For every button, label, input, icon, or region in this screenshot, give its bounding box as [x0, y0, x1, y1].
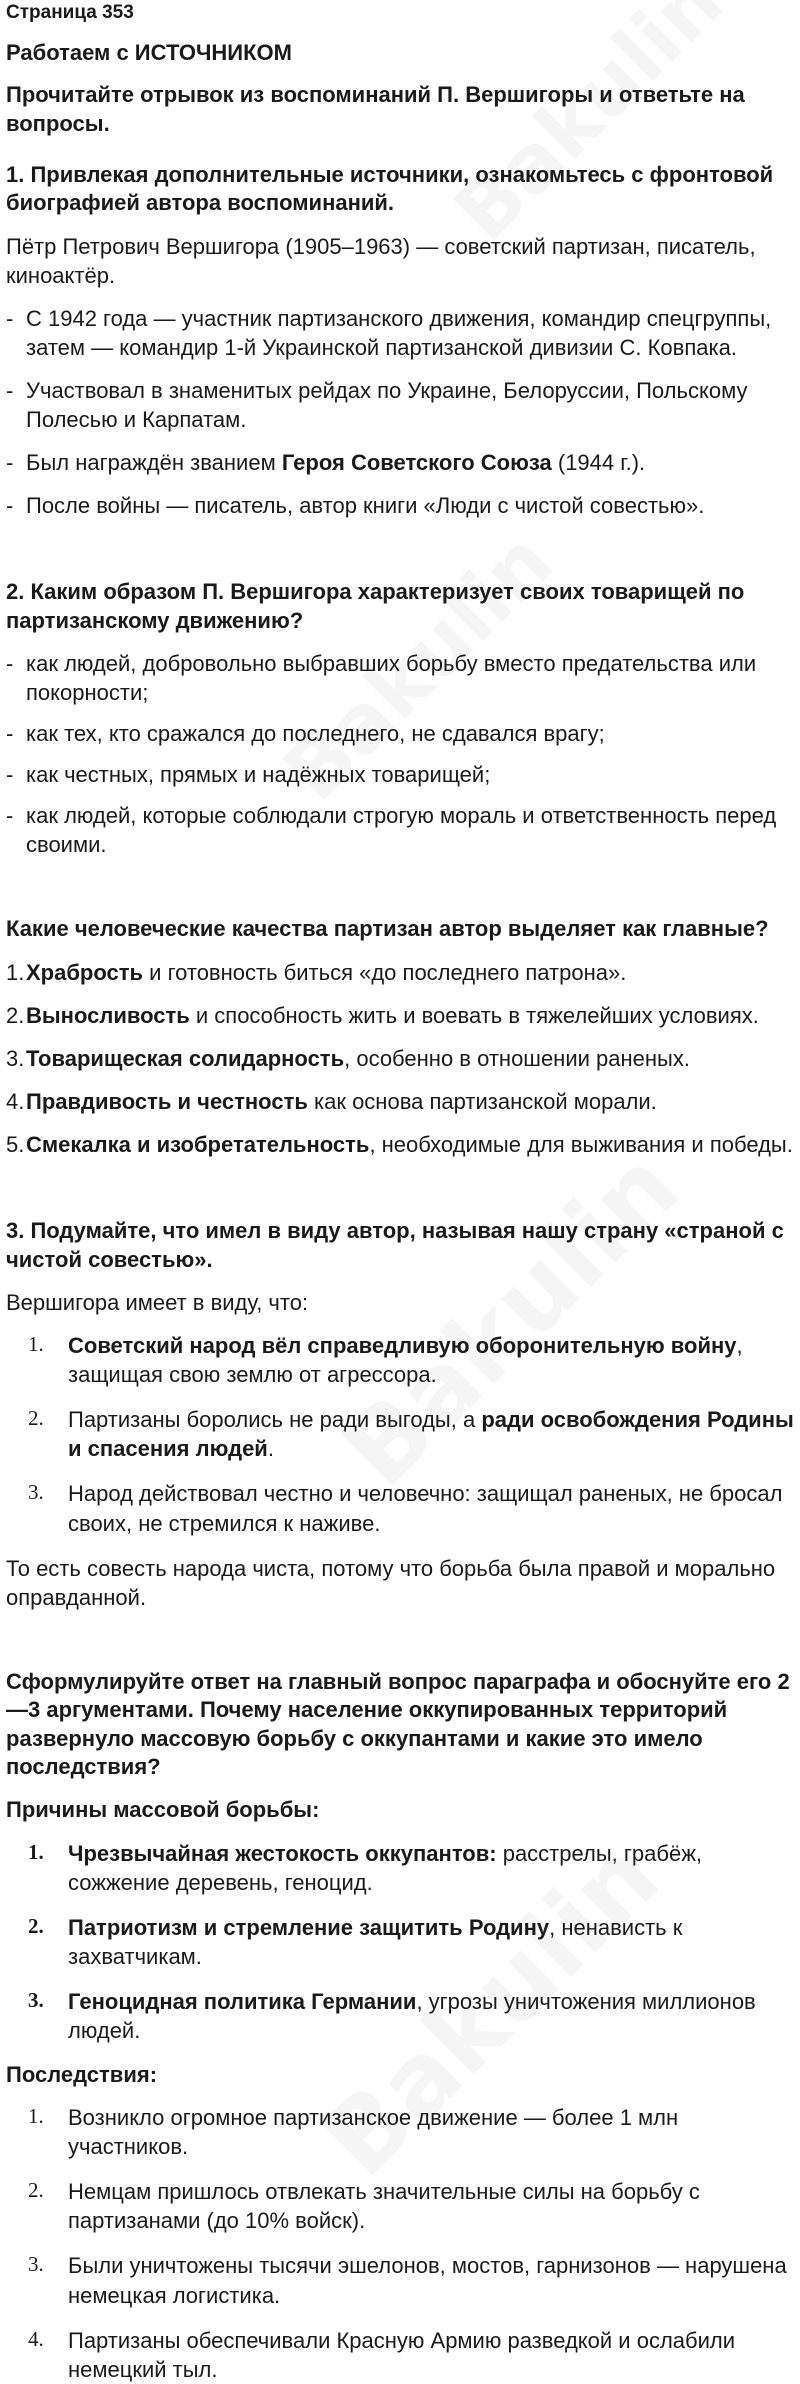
question-1-title: 1. Привлекая дополнительные источники, ознакомьтесь с фронтовой биографией автора воспоминаний.	[6, 161, 774, 216]
list-item: - как тех, кто сражался до последнего, не сдавался врагу;	[6, 721, 605, 747]
qualities-list	[6, 958, 794, 1159]
list-item: 3. Были уничтожены тысячи эшелонов, мостов, гарнизонов — нарушена немецкая логистика.	[28, 2252, 787, 2308]
list-item: - Был награждён званием Героя Советского Союза (1944 г.).	[6, 449, 646, 475]
consequences-list	[6, 2103, 794, 2383]
question-3-list	[6, 1331, 794, 1537]
section-title: Работаем с ИСТОЧНИКОМ	[6, 39, 292, 65]
question-2-list	[6, 649, 794, 859]
list-item: - После войны — писатель, автор книги «Люди с чистой совестью».	[6, 492, 705, 518]
task-intro: Прочитайте отрывок из воспоминаний П. Вершигоры и ответьте на вопросы.	[6, 82, 745, 136]
page-number: Страница 353	[6, 2, 134, 23]
causes-list	[6, 1839, 794, 2045]
list-item: - как честных, прямых и надёжных товарищей;	[6, 762, 491, 788]
list-item: 2. Патриотизм и стремление защитить Родину, ненависть к захватчикам.	[28, 1913, 683, 1969]
causes-title: Причины массовой борьбы:	[6, 1796, 320, 1822]
list-item: 2. Немцам пришлось отвлекать значительные силы на борьбу с партизанами (до 10% войск).	[28, 2178, 700, 2234]
question-3-conclusion: То есть совесть народа чиста, потому что борьба была правой и морально оправданной.	[6, 1555, 776, 1610]
question-1-intro: Пётр Петрович Вершигора (1905–1963) — советский партизан, писатель, киноактёр.	[6, 233, 756, 288]
question-4-title: Сформулируйте ответ на главный вопрос параграфа и обоснуйте его 2—3 аргументами. Почему население оккупированных территорий развернуло массовую борьбу с оккупантами и какие это имело последствия?	[6, 1668, 790, 1780]
list-item: 4. Правдивость и честность как основа партизанской морали.	[6, 1089, 657, 1115]
list-item: 1. Возникло огромное партизанское движение — более 1 млн участников.	[28, 2104, 679, 2160]
list-item: 3. Геноцидная политика Германии, угрозы уничтожения миллионов людей.	[28, 1987, 756, 2043]
list-item: 1. Советский народ вёл справедливую оборонительную войну, защищая свою землю от агрессора.	[28, 1332, 743, 1388]
question-3-title: 3. Подумайте, что имел в виду автор, называя нашу страну «страной с чистой совестью».	[6, 1218, 784, 1272]
list-item: - Участвовал в знаменитых рейдах по Украине, Белоруссии, Польскому Полесью и Карпатам.	[6, 377, 748, 432]
list-item: - как людей, которые соблюдали строгую мораль и ответственность перед своими.	[6, 803, 777, 858]
question-2b-title: Какие человеческие качества партизан автор выделяет как главные?	[6, 916, 769, 942]
question-2-title: 2. Каким образом П. Вершигора характеризует своих товарищей по партизанскому движению?	[6, 579, 745, 633]
list-item: 1. Чрезвычайная жестокость оккупантов: расстрелы, грабёж, сожжение деревень, геноцид.	[28, 1839, 703, 1895]
list-item: - С 1942 года — участник партизанского движения, командир спецгруппы, затем — командир 1-й Украинской партизанской дивизии С. Ковпака.	[6, 305, 772, 360]
list-item: - как людей, добровольно выбравших борьбу вместо предательства или покорности;	[6, 651, 757, 706]
list-item: 5. Смекалка и изобретательность, необходимые для выживания и победы.	[6, 1132, 793, 1158]
list-item: 4. Партизаны обеспечивали Красную Армию разведкой и ослабили немецкий тыл.	[28, 2326, 736, 2382]
question-3-intro: Вершигора имеет в виду, что:	[6, 1290, 309, 1316]
list-item: 3. Народ действовал честно и человечно: защищал раненых, не бросал своих, не стремился к наживе.	[28, 1480, 783, 1536]
list-item: 1. Храбрость и готовность биться «до последнего патрона».	[6, 959, 627, 985]
consequences-title: Последствия:	[6, 2061, 158, 2087]
list-item: 2. Партизаны боролись не ради выгоды, а ради освобождения Родины и спасения людей.	[28, 1406, 794, 1462]
question-1-list	[6, 304, 794, 520]
list-item: 3. Товарищеская солидарность, особенно в отношении раненых.	[6, 1046, 690, 1072]
list-item: 2. Выносливость и способность жить и воевать в тяжелейших условиях.	[6, 1003, 759, 1029]
